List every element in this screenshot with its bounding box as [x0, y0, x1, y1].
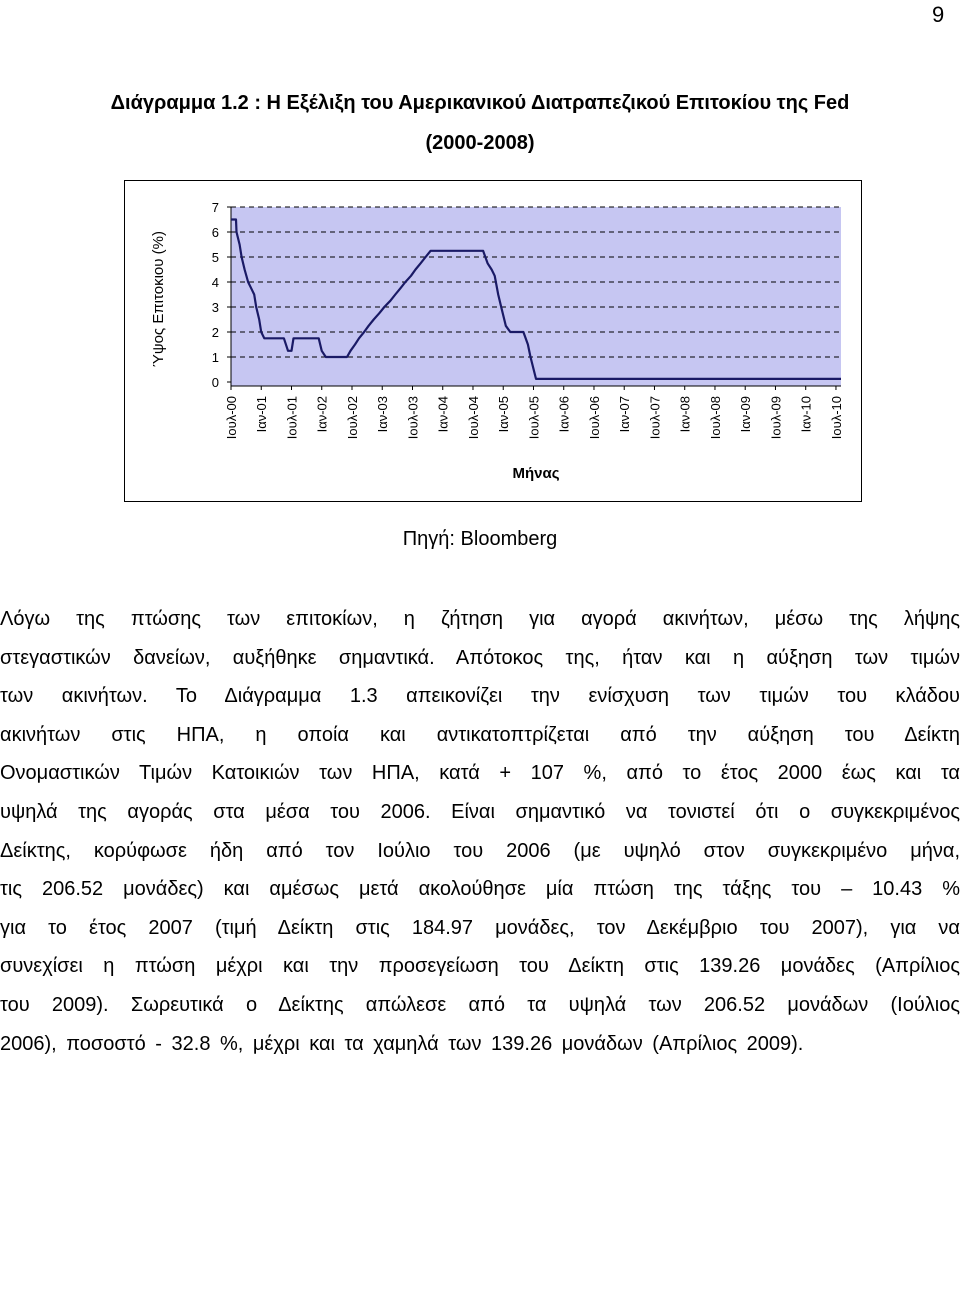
y-tick-label: 7: [211, 200, 219, 215]
x-tick-label: Ιαν-10: [798, 396, 814, 433]
y-tick-label: 1: [211, 350, 219, 365]
fed-rate-line-chart: [125, 181, 861, 501]
y-tick-label: 5: [211, 250, 219, 265]
body-line: Ονομαστικών Τιμών Κατοικιών των ΗΠΑ, κατά + 107 %, από το έτος 2000 έως και τα: [0, 762, 960, 785]
y-tick-label: 2: [211, 325, 219, 340]
x-tick-label: Ιουλ-10: [828, 396, 844, 440]
x-tick-label: Ιαν-06: [556, 396, 572, 433]
x-tick-label: Ιαν-07: [617, 396, 633, 433]
x-tick-label: Ιουλ-08: [707, 396, 723, 440]
body-line: υψηλά της αγοράς στα μέσα του 2006. Είναι σημαντικό να τονιστεί ότι ο συγκεκριμένος: [0, 800, 960, 823]
body-line: Λόγω της πτώσης των επιτοκίων, η ζήτηση για αγορά ακινήτων, μέσω της λήψης: [0, 608, 960, 630]
x-tick-label: Ιουλ-01: [284, 396, 300, 440]
x-tick-label: Ιουλ-05: [526, 396, 542, 440]
x-tick-label: Ιουλ-04: [465, 396, 481, 440]
x-tick-label: Ιουλ-03: [405, 396, 421, 440]
y-tick-label: 6: [211, 225, 219, 240]
x-tick-label: Ιαν-09: [738, 396, 754, 433]
x-tick-label: Ιαν-05: [496, 396, 512, 433]
source-note: Πηγή: Bloomberg: [402, 528, 558, 550]
body-line: 2006), ποσοστό - 32.8 %, μέχρι και τα χαμηλά των 139.26 μονάδων (Απρίλιος 2009).: [0, 1032, 804, 1055]
body-line: των ακινήτων. Το Διάγραμμα 1.3 απεικονίζει την ενίσχυση των τιμών του κλάδου: [0, 685, 960, 708]
x-tick-label: Ιαν-02: [314, 396, 330, 433]
x-tick-label: Ιαν-04: [435, 396, 451, 433]
x-tick-label: Ιαν-08: [677, 396, 693, 433]
body-paragraph: [0, 600, 960, 1063]
chart-container: [124, 180, 862, 502]
y-tick-label: 3: [211, 300, 219, 315]
body-line: Δείκτης, κορύφωσε ήδη από τον Ιούλιο του 2006 (με υψηλό στον συγκεκριμένο μήνα,: [0, 839, 960, 862]
body-line: ακινήτων στις ΗΠΑ, η οποία και αντικατοπτρίζεται από την αύξηση του Δείκτη: [0, 723, 960, 746]
y-tick-label: 4: [211, 275, 219, 290]
y-tick-label: 0: [211, 375, 219, 390]
x-axis-title: Μήνας: [512, 465, 560, 482]
x-tick-label: Ιουλ-00: [224, 396, 239, 440]
x-tick-label: Ιουλ-09: [768, 396, 784, 440]
y-axis-title: Ύψος Επιτοκιου (%): [150, 231, 167, 367]
x-tick-label: Ιαν-03: [375, 396, 391, 433]
body-line: του 2009). Σωρευτικά ο Δείκτης απώλεσε από τα υψηλά των 206.52 μονάδων (Ιούλιος: [0, 993, 960, 1016]
body-line: τις 206.52 μονάδες) και αμέσως μετά ακολούθησε μία πτώση της τάξης του – 10.43 %: [0, 878, 960, 901]
figure-caption-years: (2000-2008): [425, 132, 535, 154]
body-line: στεγαστικών δανείων, αυξήθηκε σημαντικά. Απότοκος της, ήταν και η αύξηση των τιμών: [0, 646, 960, 669]
plot-area: [231, 207, 841, 386]
body-line: για το έτος 2007 (τιμή Δείκτη στις 184.97 μονάδες, τον Δεκέμβριο του 2007), για να: [0, 916, 960, 939]
figure-caption: Διάγραμμα 1.2 : Η Εξέλιξη του Αμερικανικού Διατραπεζικού Επιτοκίου της Fed: [110, 92, 850, 114]
body-line: συνεχίσει η πτώση μέχρι και την προσεγείωση του Δείκτη στις 139.26 μονάδες (Απρίλιος: [0, 955, 960, 978]
page-number: 9: [932, 2, 945, 27]
x-tick-label: Ιαν-01: [254, 396, 270, 433]
x-tick-label: Ιουλ-07: [647, 396, 663, 440]
x-tick-label: Ιουλ-02: [344, 396, 360, 440]
x-tick-label: Ιουλ-06: [586, 396, 602, 440]
